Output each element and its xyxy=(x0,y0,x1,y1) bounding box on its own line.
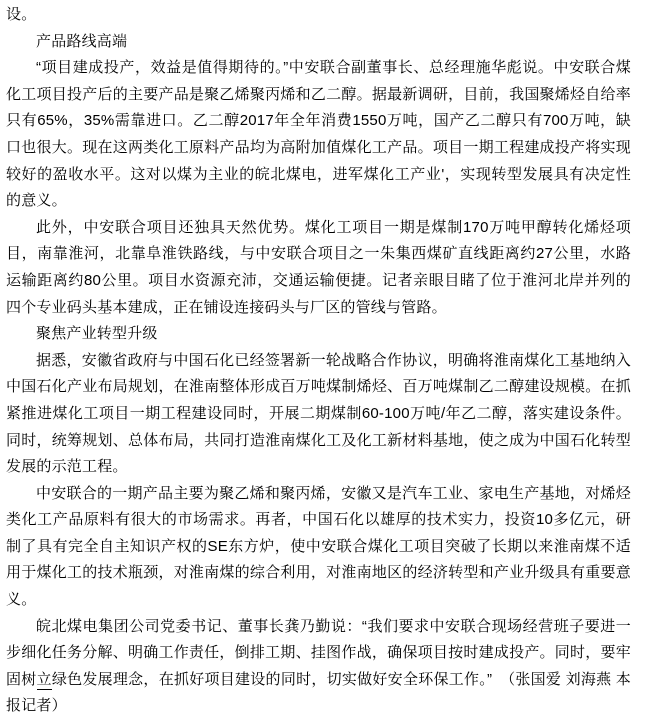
paragraph-products-market: “项目建成投产，效益是值得期待的。”中安联合副董事长、总经理施华彪说。中安联合煤化工项目投产后的主要产品是聚乙烯聚丙烯和乙二醇。据最新调研，目前，我国聚烯烃自给率只有65%，35%需靠进口。乙二醇2017年全年消费1550万吨，国产乙二醇只有700万吨，缺口也很大。现在这两类化工原料产品均为高附加值煤化工产品。项目一期工程建成投产将实现较好的盈收水平。这对以煤为主业的皖北煤电，进军煤化工产业'，实现转型发展具有决定性的意义。 xyxy=(6,59,631,210)
paragraph-location-advantage: 此外，中安联合项目还独具天然优势。煤化工项目一期是煤制170万吨甲醇转化烯烃项目，南靠淮河，北靠阜淮铁路线，与中安联合项目之一朱集西煤矿直线距离约27公里，水路运输距离约80公里。项目水资源充沛，交通运输便捷。记者亲眼目睹了位于淮河北岸并列的四个专业码头基本建成，正在铺设连接码头与厂区的管线与管路。 xyxy=(6,218,631,316)
quote-segment-after: 绿色发展理念，在抓好项目建设的同时，切实做好安全环保工作。” （张国爱 刘海燕 本报记者） xyxy=(6,670,632,715)
paragraph-strategic-agreement: 据悉，安徽省政府与中国石化已经签署新一轮战略合作协议，明确将淮南煤化工基地纳入中国石化产业布局规划，在淮南整体形成百万吨煤制烯烃、百万吨煤制乙二醇建设规模。在抓紧推进煤化工项目一期工程建设同时，开展二期煤制60-100万吨/年乙二醇，落实建设条件。同时，统筹规划、总体布局，共同打造淮南煤化工及化工新材料基地，使之成为中国石化转型发展的示范工程。 xyxy=(6,351,631,476)
quote-segment-before: 皖北煤电集团公司党委书记、董事长龚乃勤说：“我们要求中安联合现场经营班子要进一步细化任务分解、明确工作责任，倒排工期、挂图作战，确保项目按时建成投产。同时，要牢固树 xyxy=(6,617,631,688)
section-heading-product-route: 产品路线高端 xyxy=(36,32,128,50)
continuation-line: 设。 xyxy=(6,6,37,23)
section-heading-industry-upgrade: 聚焦产业转型升级 xyxy=(36,325,158,343)
paragraph-technology-investment: 中安联合的一期产品主要为聚乙烯和聚丙烯，安徽又是汽车工业、家电生产基地，对烯烃类化工产品原料有很大的市场需求。再者，中国石化以雄厚的技术实力，投资10多亿元，研制了具有完全自主知识产权的SE东方炉，使中安联合煤化工项目突破了长期以来淮南煤不适用于煤化工的技术瓶颈，对淮南煤的综合利用，对淮南地区的经济转型和产业升级具有重要意义。 xyxy=(6,484,631,609)
underlined-character: 立 xyxy=(36,670,52,688)
paragraph-chairman-quote xyxy=(6,614,631,720)
